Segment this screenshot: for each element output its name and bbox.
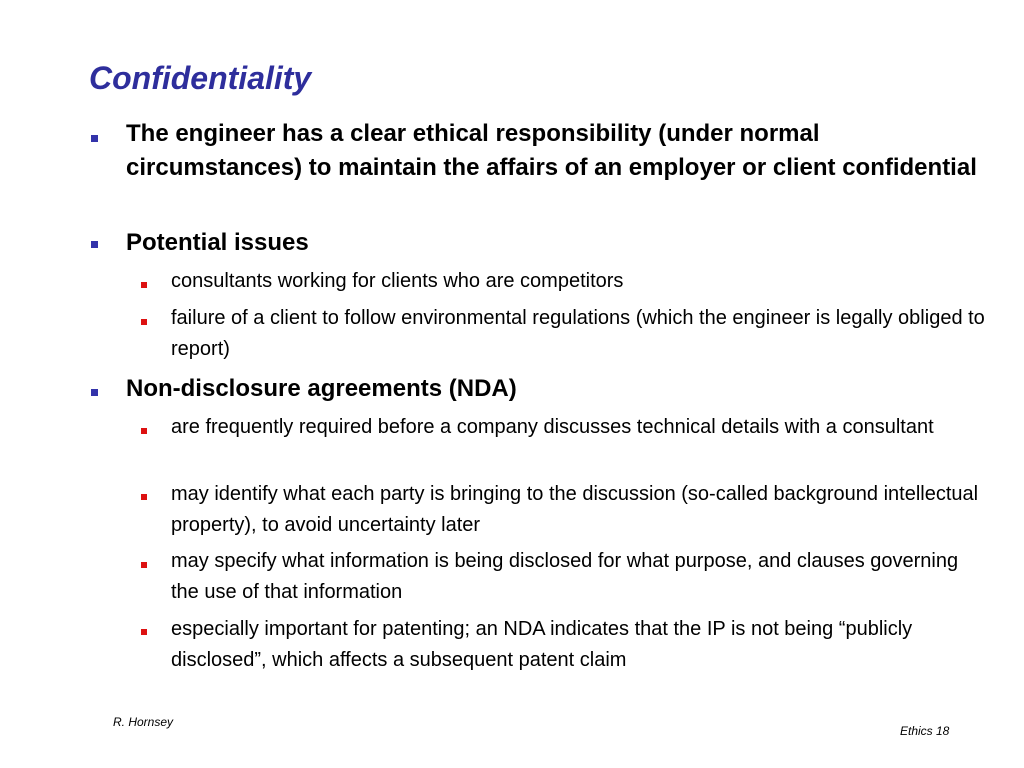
sub-bullet-text: consultants working for clients who are competitors <box>171 270 624 292</box>
square-bullet-icon <box>141 282 147 288</box>
footer-author: R. Hornsey <box>113 715 174 729</box>
bullet-text: Non-disclosure agreements (NDA) <box>126 375 517 402</box>
square-bullet-icon <box>141 562 147 568</box>
square-bullet-icon <box>141 319 147 325</box>
square-bullet-icon <box>141 629 147 635</box>
square-bullet-icon <box>91 241 98 248</box>
bullet-text: Potential issues <box>126 229 309 256</box>
footer-page-number: Ethics 18 <box>900 724 950 738</box>
square-bullet-icon <box>141 494 147 500</box>
sub-bullet-text: may specify what information is being disclosed for what purpose, and clauses governing the use of that information <box>171 550 959 603</box>
square-bullet-icon <box>91 389 98 396</box>
sub-bullet-text: failure of a client to follow environmental regulations (which the engineer is legally obliged to report) <box>171 307 985 360</box>
slide-title: Confidentiality <box>89 60 312 96</box>
square-bullet-icon <box>91 135 98 142</box>
square-bullet-icon <box>141 428 147 434</box>
bullet-text: The engineer has a clear ethical responsibility (under normal circumstances) to maintain the affairs of an employer or client confidential <box>126 120 977 181</box>
sub-bullet-text: may identify what each party is bringing to the discussion (so-called background intellectual property), to avoid uncertainty later <box>171 483 979 536</box>
sub-bullet-text: are frequently required before a company discusses technical details with a consultant <box>171 416 934 438</box>
sub-bullet-text: especially important for patenting; an NDA indicates that the IP is not being “publicly disclosed”, which affects a subsequent patent claim <box>171 618 913 671</box>
